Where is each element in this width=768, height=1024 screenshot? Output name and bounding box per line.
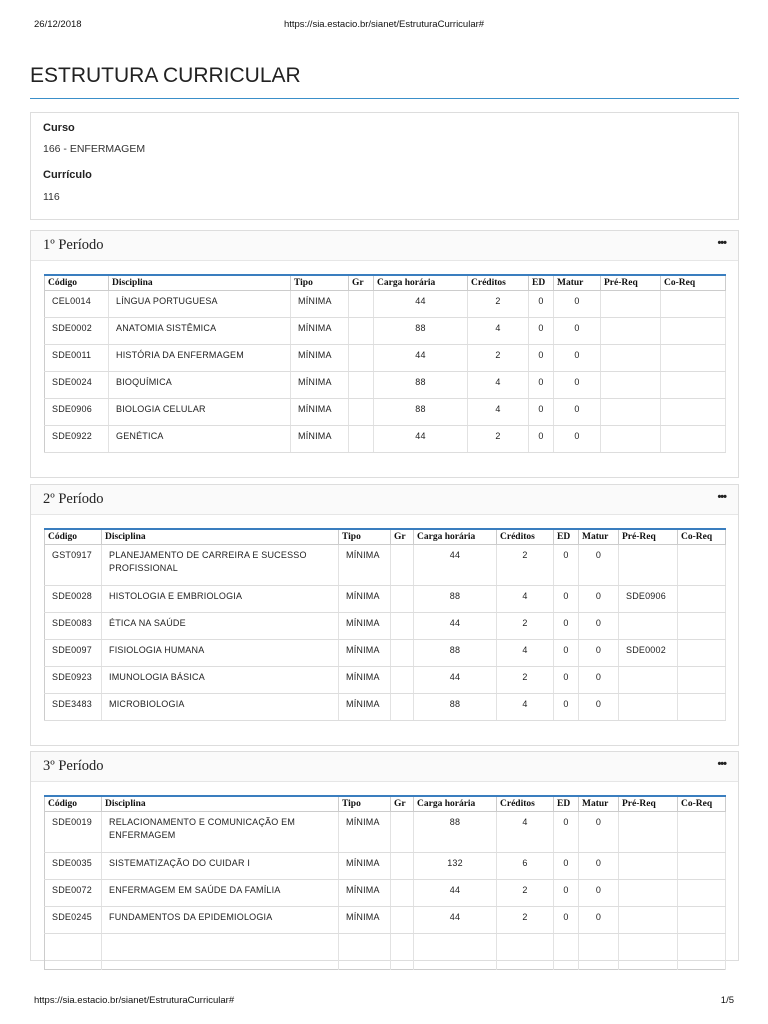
cell-pre-req: [601, 371, 661, 398]
cell-matur: 0: [579, 879, 619, 906]
cell-gr: [349, 344, 374, 371]
column-header-disciplina: Disciplina: [109, 275, 291, 290]
cell-creditos: 4: [497, 693, 554, 720]
cell-co-req: [678, 585, 726, 612]
cell-co-req: [661, 371, 726, 398]
cell-gr: [349, 290, 374, 317]
cell-gr: [391, 585, 414, 612]
cell-co-req: [678, 811, 726, 852]
cell-disciplina: HISTÓRIA DA ENFERMAGEM: [109, 344, 291, 371]
cell-codigo: SDE0024: [45, 371, 109, 398]
column-header-tipo: Tipo: [339, 796, 391, 811]
column-header-pre-req: Pré-Req: [601, 275, 661, 290]
table-row: [45, 585, 726, 612]
cell-gr: [391, 811, 414, 852]
cell-codigo: SDE0083: [45, 612, 102, 639]
cell-pre-req: [619, 879, 678, 906]
cell-codigo: SDE0011: [45, 344, 109, 371]
cell-disciplina: ANATOMIA SISTÊMICA: [109, 317, 291, 344]
column-header-codigo: Código: [45, 796, 102, 811]
period-header: [31, 752, 738, 782]
table-row: [45, 544, 726, 585]
cell-creditos: 2: [497, 544, 554, 585]
table-row: [45, 344, 726, 371]
table-header-row: [45, 796, 726, 811]
column-header-pre-req: Pré-Req: [619, 796, 678, 811]
cell-pre-req: [619, 544, 678, 585]
cell-matur: 0: [579, 585, 619, 612]
cell-disciplina: FISIOLOGIA HUMANA: [102, 639, 339, 666]
table-header-row: [45, 529, 726, 544]
cell-gr: [349, 425, 374, 452]
cell-carga-horaria: [414, 933, 497, 969]
cell-co-req: [661, 344, 726, 371]
cell-matur: 0: [554, 317, 601, 344]
table-row: [45, 852, 726, 879]
title-divider: [30, 98, 739, 99]
cell-co-req: [678, 666, 726, 693]
table-row: [45, 371, 726, 398]
cell-ed: [554, 933, 579, 969]
cell-creditos: 4: [497, 639, 554, 666]
cell-ed: 0: [529, 371, 554, 398]
cell-disciplina: ÉTICA NA SAÚDE: [102, 612, 339, 639]
cell-carga-horaria: 44: [374, 425, 468, 452]
cell-codigo: SDE0245: [45, 906, 102, 933]
cell-matur: 0: [554, 344, 601, 371]
cell-pre-req: SDE0002: [619, 639, 678, 666]
table-row: [45, 693, 726, 720]
column-header-disciplina: Disciplina: [102, 796, 339, 811]
cell-carga-horaria: 88: [414, 585, 497, 612]
cell-tipo: MÍNIMA: [339, 852, 391, 879]
cell-gr: [391, 933, 414, 969]
cell-tipo: MÍNIMA: [339, 666, 391, 693]
table-row: [45, 317, 726, 344]
cell-ed: 0: [554, 693, 579, 720]
cell-codigo: SDE0922: [45, 425, 109, 452]
cell-carga-horaria: 88: [374, 317, 468, 344]
cell-tipo: [339, 933, 391, 969]
print-date: 26/12/2018: [34, 19, 82, 30]
cell-codigo: SDE0072: [45, 879, 102, 906]
cell-codigo: CEL0014: [45, 290, 109, 317]
cell-creditos: [497, 933, 554, 969]
course-info-panel: [30, 112, 739, 220]
cell-ed: 0: [554, 612, 579, 639]
table-row: [45, 811, 726, 852]
discipline-table: [44, 274, 726, 453]
column-header-pre-req: Pré-Req: [619, 529, 678, 544]
cell-creditos: 6: [497, 852, 554, 879]
cell-tipo: MÍNIMA: [291, 290, 349, 317]
period-panel-2: [30, 484, 739, 746]
column-header-carga-horaria: Carga horária: [414, 796, 497, 811]
column-header-tipo: Tipo: [291, 275, 349, 290]
cell-ed: 0: [554, 852, 579, 879]
cell-co-req: [678, 639, 726, 666]
cell-creditos: 4: [497, 811, 554, 852]
more-options-icon[interactable]: •••: [717, 758, 726, 770]
cell-pre-req: [601, 344, 661, 371]
cell-pre-req: [619, 852, 678, 879]
cell-creditos: 4: [468, 371, 529, 398]
cell-pre-req: [619, 612, 678, 639]
print-footer: [0, 992, 768, 1012]
cell-matur: 0: [579, 693, 619, 720]
cell-codigo: SDE0906: [45, 398, 109, 425]
cell-ed: 0: [554, 879, 579, 906]
cell-pre-req: [619, 693, 678, 720]
cell-codigo: [45, 933, 102, 969]
cell-tipo: MÍNIMA: [291, 371, 349, 398]
column-header-codigo: Código: [45, 529, 102, 544]
cell-pre-req: [601, 398, 661, 425]
cell-tipo: MÍNIMA: [339, 906, 391, 933]
cell-creditos: 4: [497, 585, 554, 612]
column-header-co-req: Co-Req: [678, 796, 726, 811]
cell-matur: 0: [579, 612, 619, 639]
cell-carga-horaria: 44: [374, 290, 468, 317]
column-header-creditos: Créditos: [468, 275, 529, 290]
cell-carga-horaria: 88: [414, 693, 497, 720]
cell-pre-req: [601, 290, 661, 317]
cell-ed: 0: [554, 544, 579, 585]
cell-tipo: MÍNIMA: [339, 879, 391, 906]
cell-carga-horaria: 44: [374, 344, 468, 371]
cell-creditos: 2: [497, 906, 554, 933]
cell-tipo: MÍNIMA: [339, 612, 391, 639]
cell-pre-req: [619, 811, 678, 852]
cell-carga-horaria: 88: [414, 639, 497, 666]
cell-disciplina: HISTOLOGIA E EMBRIOLOGIA: [102, 585, 339, 612]
cell-disciplina: BIOQUÍMICA: [109, 371, 291, 398]
cell-codigo: SDE0002: [45, 317, 109, 344]
cell-matur: 0: [579, 811, 619, 852]
cell-matur: [579, 933, 619, 969]
cell-disciplina: SISTEMATIZAÇÃO DO CUIDAR I: [102, 852, 339, 879]
cell-codigo: SDE0035: [45, 852, 102, 879]
cell-disciplina: PLANEJAMENTO DE CARREIRA E SUCESSO PROFISSIONAL: [102, 544, 339, 585]
cell-co-req: [661, 398, 726, 425]
cell-tipo: MÍNIMA: [339, 639, 391, 666]
cell-tipo: MÍNIMA: [291, 317, 349, 344]
column-header-ed: ED: [554, 796, 579, 811]
cell-carga-horaria: 44: [414, 666, 497, 693]
table-row: [45, 879, 726, 906]
cell-tipo: MÍNIMA: [291, 425, 349, 452]
discipline-table: [44, 795, 726, 970]
cell-ed: 0: [554, 811, 579, 852]
cell-creditos: 2: [468, 290, 529, 317]
period-panel-1: [30, 230, 739, 478]
cell-matur: 0: [554, 371, 601, 398]
cell-tipo: MÍNIMA: [339, 693, 391, 720]
cell-gr: [391, 906, 414, 933]
cell-co-req: [678, 879, 726, 906]
table-row: [45, 612, 726, 639]
cell-pre-req: [619, 906, 678, 933]
cell-pre-req: [601, 317, 661, 344]
print-header: [0, 0, 768, 44]
cell-matur: 0: [554, 290, 601, 317]
column-header-co-req: Co-Req: [678, 529, 726, 544]
cell-ed: 0: [529, 344, 554, 371]
column-header-gr: Gr: [391, 529, 414, 544]
cell-co-req: [678, 852, 726, 879]
cell-matur: 0: [579, 639, 619, 666]
print-url: https://sia.estacio.br/sianet/EstruturaCurricular#: [283, 19, 485, 30]
cell-disciplina: [102, 933, 339, 969]
cell-ed: 0: [529, 398, 554, 425]
cell-tipo: MÍNIMA: [339, 585, 391, 612]
cell-gr: [391, 879, 414, 906]
cell-codigo: SDE0097: [45, 639, 102, 666]
cell-disciplina: MICROBIOLOGIA: [102, 693, 339, 720]
cell-ed: 0: [529, 290, 554, 317]
cell-pre-req: [619, 933, 678, 969]
cell-disciplina: LÍNGUA PORTUGUESA: [109, 290, 291, 317]
column-header-gr: Gr: [391, 796, 414, 811]
cell-matur: 0: [579, 666, 619, 693]
cell-carga-horaria: 44: [414, 612, 497, 639]
cell-ed: 0: [529, 317, 554, 344]
table-row: [45, 933, 726, 969]
curso-value: 166 - ENFERMAGEM: [43, 143, 146, 155]
cell-codigo: SDE0028: [45, 585, 102, 612]
cell-carga-horaria: 88: [374, 371, 468, 398]
cell-ed: 0: [554, 906, 579, 933]
cell-tipo: MÍNIMA: [291, 344, 349, 371]
period-title: 3º Período: [43, 758, 104, 774]
cell-ed: 0: [529, 425, 554, 452]
cell-gr: [391, 544, 414, 585]
cell-codigo: SDE0019: [45, 811, 102, 852]
column-header-gr: Gr: [349, 275, 374, 290]
period-title: 2º Período: [43, 491, 104, 507]
table-row: [45, 398, 726, 425]
cell-creditos: 4: [468, 317, 529, 344]
cell-carga-horaria: 88: [414, 811, 497, 852]
cell-creditos: 2: [497, 666, 554, 693]
cell-carga-horaria: 44: [414, 544, 497, 585]
cell-gr: [391, 852, 414, 879]
cell-pre-req: SDE0906: [619, 585, 678, 612]
cell-gr: [391, 693, 414, 720]
cell-gr: [391, 639, 414, 666]
cell-carga-horaria: 132: [414, 852, 497, 879]
cell-disciplina: IMUNOLOGIA BÁSICA: [102, 666, 339, 693]
column-header-matur: Matur: [579, 796, 619, 811]
column-header-carga-horaria: Carga horária: [374, 275, 468, 290]
cell-disciplina: BIOLOGIA CELULAR: [109, 398, 291, 425]
column-header-codigo: Código: [45, 275, 109, 290]
column-header-carga-horaria: Carga horária: [414, 529, 497, 544]
cell-co-req: [678, 933, 726, 969]
column-header-ed: ED: [554, 529, 579, 544]
cell-codigo: SDE3483: [45, 693, 102, 720]
cell-disciplina: ENFERMAGEM EM SAÚDE DA FAMÍLIA: [102, 879, 339, 906]
more-options-icon[interactable]: •••: [717, 491, 726, 503]
cell-tipo: MÍNIMA: [291, 398, 349, 425]
cell-gr: [349, 398, 374, 425]
period-header: [31, 485, 738, 515]
column-header-ed: ED: [529, 275, 554, 290]
cell-ed: 0: [554, 639, 579, 666]
column-header-matur: Matur: [554, 275, 601, 290]
table-row: [45, 906, 726, 933]
cell-creditos: 2: [497, 879, 554, 906]
cell-creditos: 2: [468, 425, 529, 452]
cell-ed: 0: [554, 666, 579, 693]
column-header-creditos: Créditos: [497, 796, 554, 811]
table-row: [45, 639, 726, 666]
cell-codigo: SDE0923: [45, 666, 102, 693]
cell-tipo: MÍNIMA: [339, 544, 391, 585]
cell-ed: 0: [554, 585, 579, 612]
period-title: 1º Período: [43, 237, 104, 253]
cell-disciplina: RELACIONAMENTO E COMUNICAÇÃO EM ENFERMAGEM: [102, 811, 339, 852]
cell-co-req: [678, 906, 726, 933]
cell-tipo: MÍNIMA: [339, 811, 391, 852]
cell-co-req: [678, 544, 726, 585]
cell-matur: 0: [554, 398, 601, 425]
cell-pre-req: [601, 425, 661, 452]
column-header-creditos: Créditos: [497, 529, 554, 544]
cell-creditos: 4: [468, 398, 529, 425]
cell-co-req: [678, 612, 726, 639]
cell-co-req: [678, 693, 726, 720]
curriculo-value: 116: [43, 191, 60, 203]
cell-gr: [349, 317, 374, 344]
cell-gr: [391, 666, 414, 693]
cell-matur: 0: [579, 906, 619, 933]
cell-gr: [391, 612, 414, 639]
cell-matur: 0: [579, 544, 619, 585]
table-row: [45, 290, 726, 317]
cell-carga-horaria: 44: [414, 906, 497, 933]
cell-carga-horaria: 44: [414, 879, 497, 906]
cell-creditos: 2: [497, 612, 554, 639]
period-header: [31, 231, 738, 261]
table-header-row: [45, 275, 726, 290]
discipline-table: [44, 528, 726, 721]
more-options-icon[interactable]: •••: [717, 237, 726, 249]
cell-creditos: 2: [468, 344, 529, 371]
cell-co-req: [661, 290, 726, 317]
cell-codigo: GST0917: [45, 544, 102, 585]
column-header-matur: Matur: [579, 529, 619, 544]
cell-disciplina: FUNDAMENTOS DA EPIDEMIOLOGIA: [102, 906, 339, 933]
cell-co-req: [661, 425, 726, 452]
column-header-disciplina: Disciplina: [102, 529, 339, 544]
cell-co-req: [661, 317, 726, 344]
column-header-tipo: Tipo: [339, 529, 391, 544]
cell-matur: 0: [554, 425, 601, 452]
period-panel-3: [30, 751, 739, 961]
curso-label: Curso: [43, 122, 75, 134]
cell-matur: 0: [579, 852, 619, 879]
column-header-co-req: Co-Req: [661, 275, 726, 290]
cell-pre-req: [619, 666, 678, 693]
cell-disciplina: GENÉTICA: [109, 425, 291, 452]
table-row: [45, 666, 726, 693]
table-row: [45, 425, 726, 452]
cell-gr: [349, 371, 374, 398]
cell-carga-horaria: 88: [374, 398, 468, 425]
curriculo-label: Currículo: [43, 169, 92, 181]
page-title: ESTRUTURA CURRICULAR: [30, 64, 301, 87]
page-number: 1/5: [720, 995, 734, 1006]
print-url-footer: https://sia.estacio.br/sianet/EstruturaCurricular#: [34, 995, 235, 1006]
